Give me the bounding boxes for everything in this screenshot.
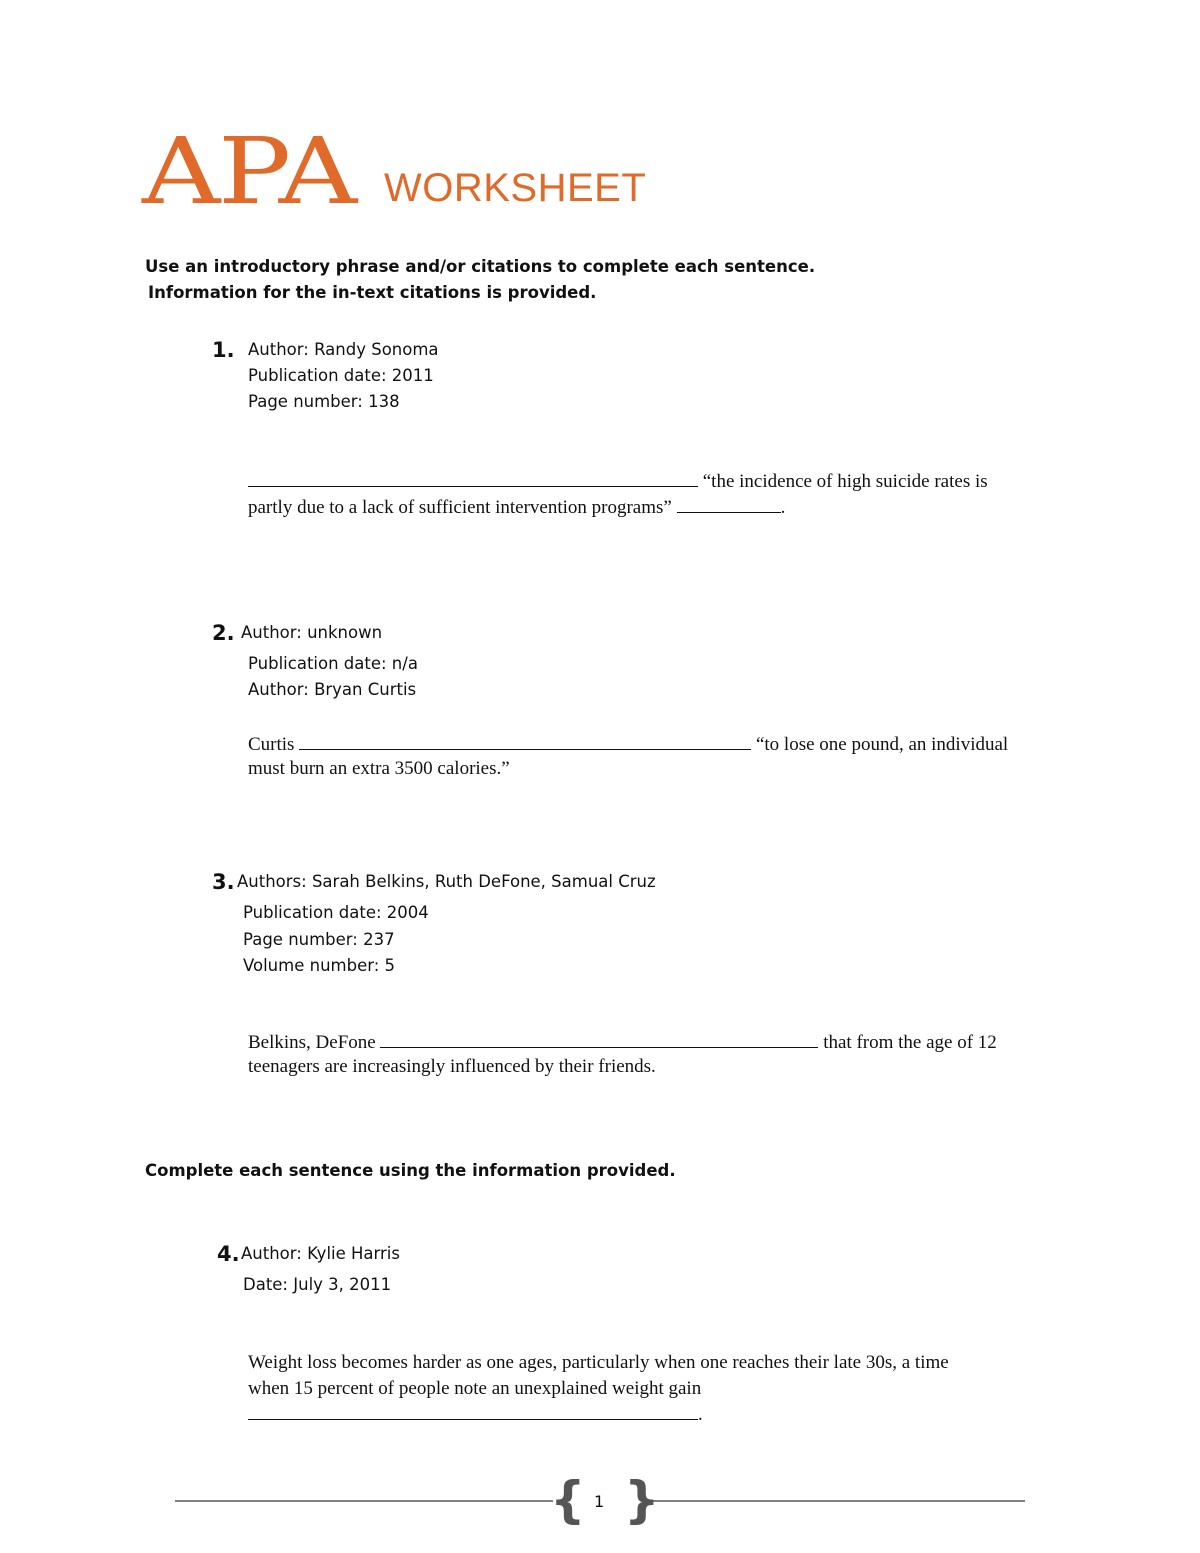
q1-quote-part-1: “the incidence of high suicide rates is [702,471,988,492]
q3-blank[interactable] [380,1029,818,1048]
q4-sentence-line-2 [248,1377,701,1401]
q2-quote-part-1: “to lose one pound, an individual [755,734,1009,755]
q1-blank-1[interactable] [248,468,698,487]
q1-quote-part-2: partly due to a lack of sufficient intervention programs” [248,497,672,518]
q4-author: Author: Kylie Harris [241,1244,400,1263]
q4-text-part-2: when 15 percent of people note an unexplained weight gain [248,1378,702,1399]
q4-date: Date: July 3, 2011 [243,1275,392,1294]
q2-pub-date: Publication date: n/a [248,654,418,673]
q3-sentence-line-1 [248,1029,997,1055]
page-number: 1 [594,1492,605,1511]
question-2-number: 2. [212,621,235,645]
q2-sentence-line-2 [248,757,510,781]
section-2-instruction: Complete each sentence using the information provided. [145,1161,676,1180]
q4-blank[interactable] [248,1401,698,1420]
q4-sentence-line-3 [248,1401,703,1427]
worksheet-title: WORKSHEET [384,166,647,210]
q3-sentence-line-2 [248,1055,656,1079]
q1-author: Author: Randy Sonoma [248,340,439,359]
q4-end-punct: . [698,1404,703,1425]
q3-prefix: Belkins, DeFone [248,1032,376,1053]
q3-text-part-1: that from the age of 12 [823,1032,997,1053]
q2-author-2: Author: Bryan Curtis [248,680,417,699]
footer-right-brace: } [624,1471,660,1529]
instruction-line-1: Use an introductory phrase and/or citations to complete each sentence. [145,257,816,276]
q3-pub-date: Publication date: 2004 [243,903,429,922]
q2-sentence-line-1 [248,731,1008,757]
apa-logo: APA [142,118,355,225]
footer-rule-right [645,1500,1025,1502]
question-4-number: 4. [217,1242,240,1266]
q2-author: Author: unknown [241,623,383,642]
footer-rule-left [175,1500,553,1502]
q2-quote-part-2: must burn an extra 3500 calories.” [248,758,510,779]
q4-text-part-1: Weight loss becomes harder as one ages, particularly when one reaches their late 30s, a time [248,1352,949,1373]
q3-page-number: Page number: 237 [243,930,395,949]
q4-sentence-line-1 [248,1351,949,1375]
q1-sentence-line-1 [248,468,988,494]
footer-left-brace: { [550,1471,586,1529]
question-3-number: 3. [212,870,235,894]
instruction-line-2: Information for the in-text citations is provided. [148,283,597,302]
q3-authors: Authors: Sarah Belkins, Ruth DeFone, Samual Cruz [237,872,656,891]
q2-blank[interactable] [299,731,751,750]
q2-prefix: Curtis [248,734,295,755]
q1-pub-date: Publication date: 2011 [248,366,434,385]
q3-text-part-2: teenagers are increasingly influenced by their friends. [248,1056,656,1077]
q1-end-punct: . [780,497,786,518]
question-1-number: 1. [212,338,235,362]
q1-sentence-line-2 [248,494,785,520]
q1-blank-2[interactable] [677,494,781,513]
q1-page-number: Page number: 138 [248,392,400,411]
q3-volume-number: Volume number: 5 [243,956,396,975]
